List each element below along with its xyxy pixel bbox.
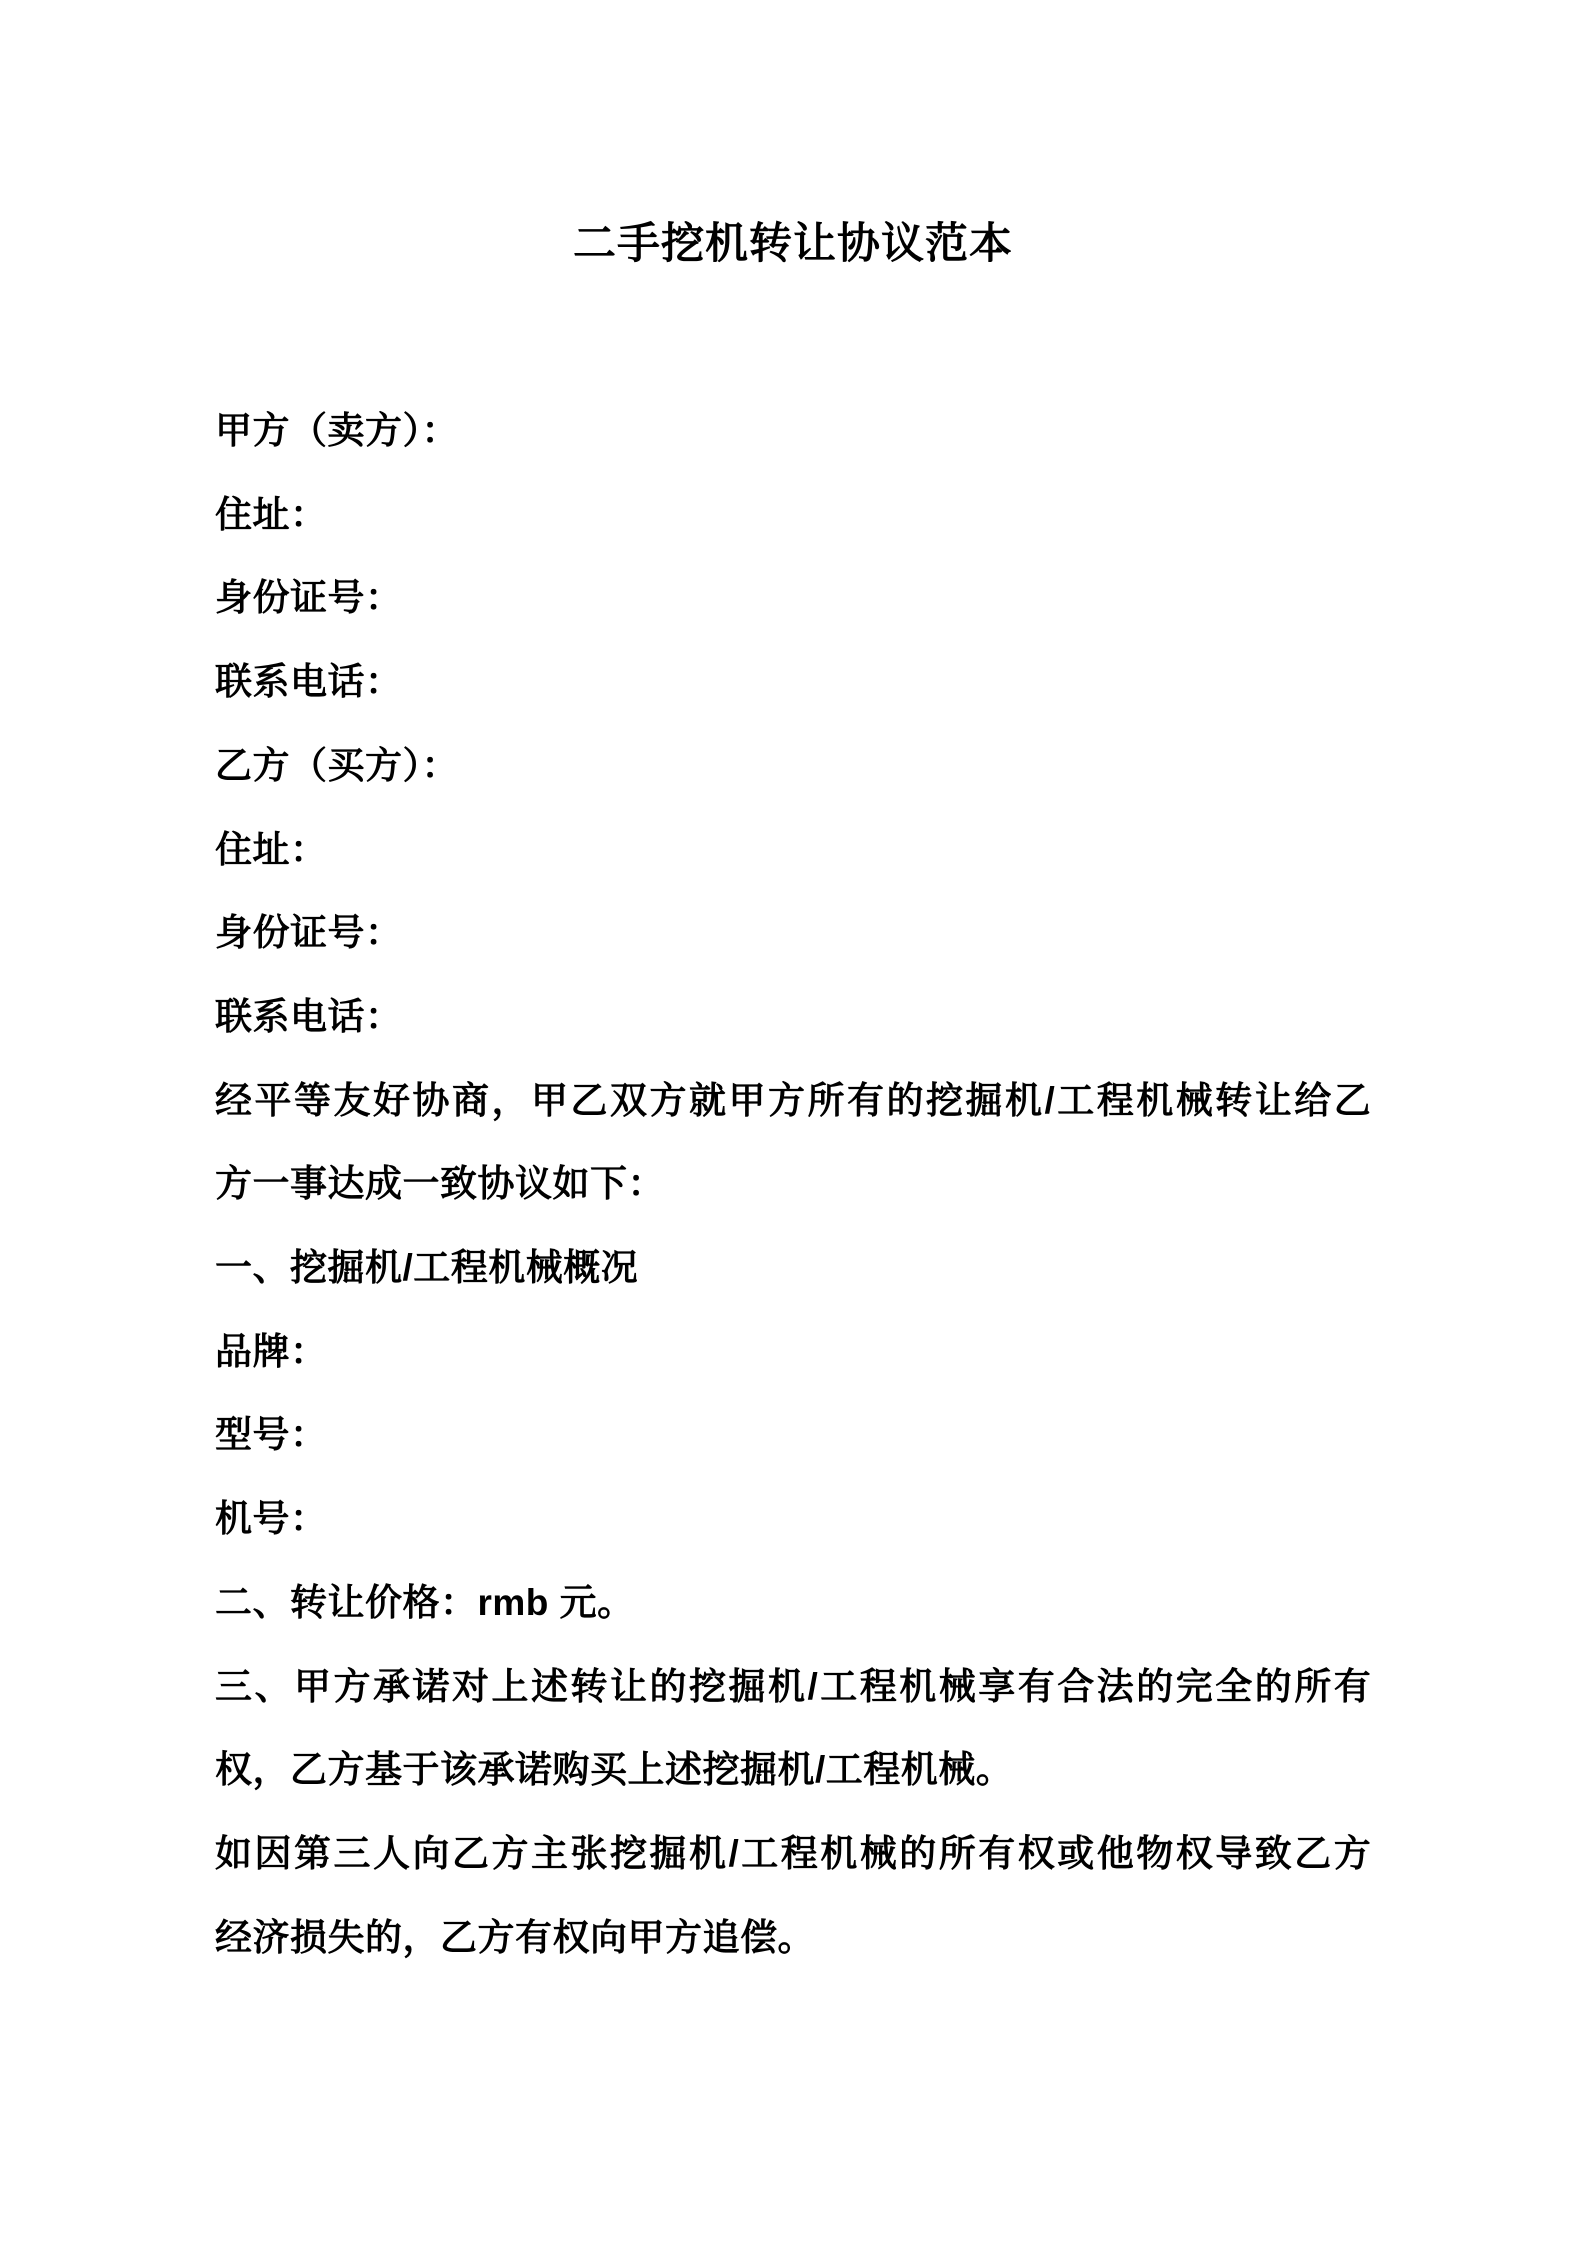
section-3-line-1: 三、甲方承诺对上述转让的挖掘机/工程机械享有合法的完全的所有 (215, 1666, 1374, 1707)
party-a-phone: 联系电话： (215, 661, 403, 702)
section-1-heading: 一、挖掘机/工程机械概况 (215, 1247, 639, 1288)
party-a-id-number: 身份证号： (215, 577, 403, 618)
party-a-address: 住址： (215, 494, 328, 535)
liability-clause-line-1: 如因第三人向乙方主张挖掘机/工程机械的所有权或他物权导致乙方 (215, 1833, 1374, 1874)
party-b-phone: 联系电话： (215, 996, 403, 1037)
party-a-label: 甲方（卖方）： (215, 410, 459, 451)
brand-label: 品牌： (215, 1331, 328, 1372)
preamble-line-2: 方一事达成一致协议如下： (215, 1163, 665, 1204)
liability-clause-line-2: 经济损失的，乙方有权向甲方追偿。 (215, 1917, 815, 1958)
document-title: 二手挖机转让协议范本 (573, 220, 1013, 268)
section-3-line-2: 权，乙方基于该承诺购买上述挖掘机/工程机械。 (215, 1749, 1014, 1790)
party-b-label: 乙方（买方）： (215, 745, 459, 786)
section-2-price: 二、转让价格：rmb 元。 (215, 1582, 635, 1623)
party-b-id-number: 身份证号： (215, 912, 403, 953)
preamble-line-1: 经平等友好协商，甲乙双方就甲方所有的挖掘机/工程机械转让给乙 (215, 1080, 1374, 1121)
model-label: 型号： (215, 1414, 328, 1455)
party-b-address: 住址： (215, 829, 328, 870)
machine-no-label: 机号： (215, 1498, 328, 1539)
